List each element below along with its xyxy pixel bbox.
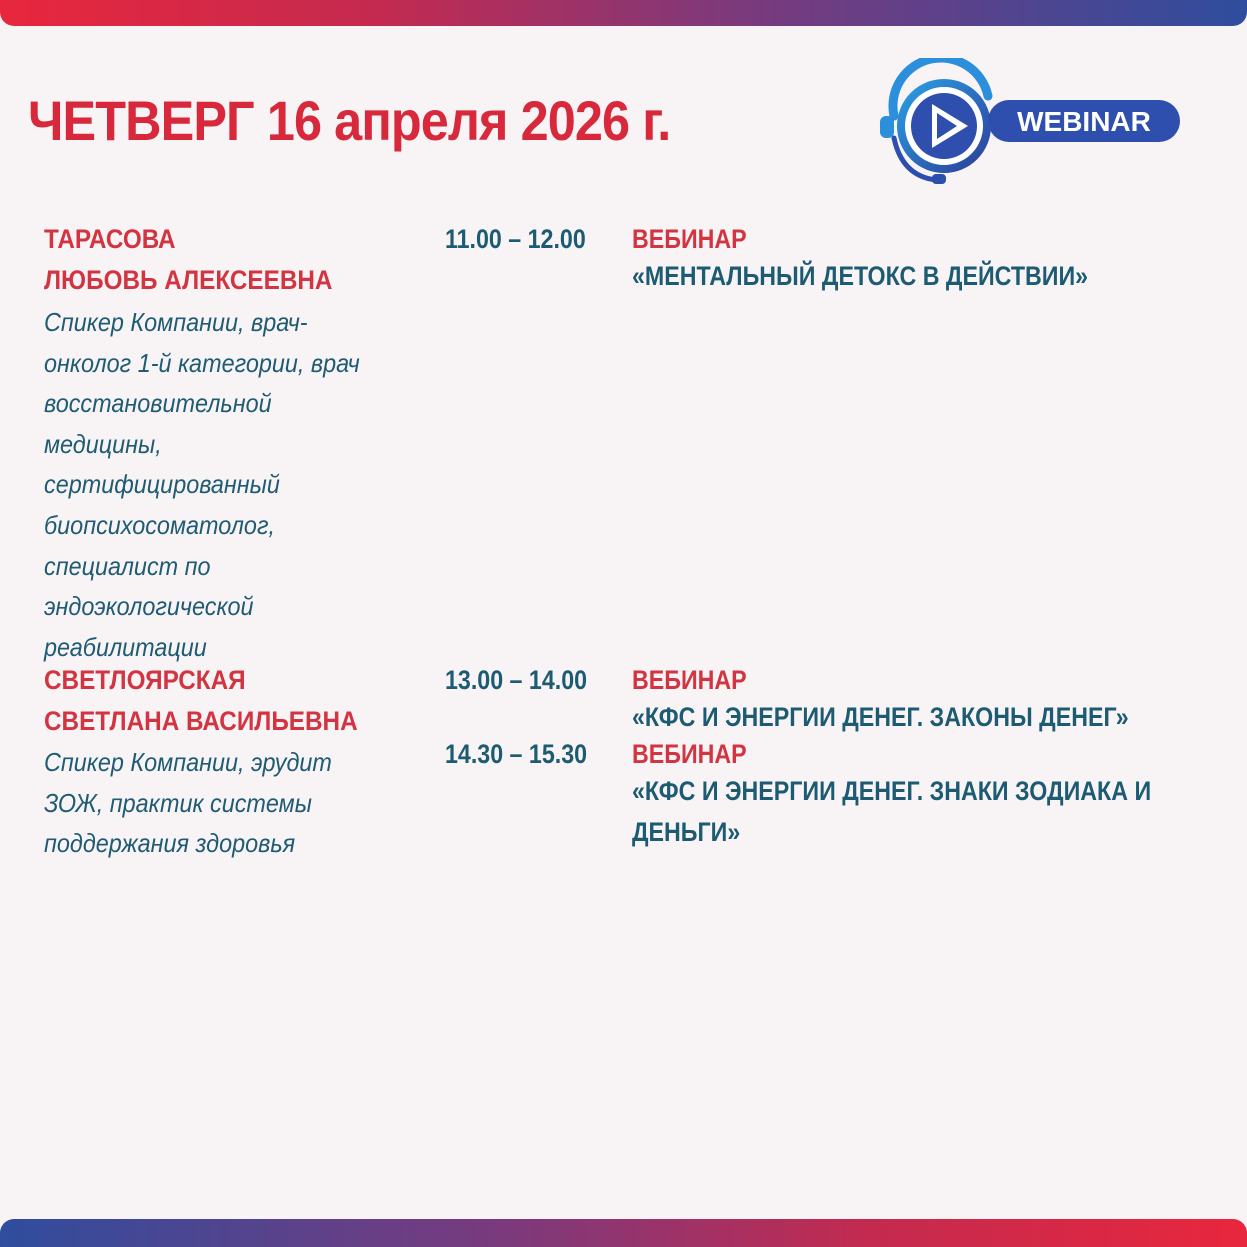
session-type: ВЕБИНАР [632, 665, 747, 695]
session-type: ВЕБИНАР [632, 739, 747, 769]
session-title: «КФС И ЭНЕРГИИ ДЕНЕГ. ЗАКОНЫ ДЕНЕГ» [632, 702, 1129, 732]
desc-line: медицины, [44, 428, 162, 459]
desc-line: восстановительной [44, 388, 272, 419]
speaker-given-name: ЛЮБОВЬ АЛЕКСЕЕВНА [44, 265, 333, 295]
session-time: 14.30 – 15.30 [445, 739, 588, 769]
session-time: 13.00 – 14.00 [445, 665, 588, 695]
desc-line: Спикер Компании, врач- [44, 307, 308, 337]
speaker-description [44, 742, 368, 864]
page-title: ЧЕТВЕРГ 16 апреля 2026 г. [28, 89, 671, 152]
desc-line: специалист по [44, 550, 211, 581]
webinar-logo [876, 58, 1186, 190]
bottom-gradient-bar [0, 1219, 1247, 1247]
logo-text: WEBINAR [1017, 106, 1151, 137]
desc-line: биопсихосоматолог, [44, 509, 275, 540]
desc-line: Спикер Компании, эрудит [44, 747, 332, 777]
desc-line: онколог 1-й категории, врач [44, 347, 360, 378]
session-time: 11.00 – 12.00 [445, 224, 586, 254]
session-title: ДЕНЬГИ» [632, 817, 741, 847]
speaker-surname: СВЕТЛОЯРСКАЯ [44, 665, 246, 695]
speaker-description [44, 302, 368, 667]
desc-line: поддержания здоровья [44, 828, 296, 859]
webinar-play-headset-icon [880, 58, 988, 184]
desc-line: ЗОЖ, практик системы [44, 787, 312, 818]
desc-line: эндоэкологической [44, 591, 254, 622]
session-type: ВЕБИНАР [632, 224, 747, 254]
speaker-given-name: СВЕТЛАНА ВАСИЛЬЕВНА [44, 706, 358, 736]
session-title: «КФС И ЭНЕРГИИ ДЕНЕГ. ЗНАКИ ЗОДИАКА И [632, 776, 1152, 806]
top-gradient-bar [0, 0, 1247, 26]
speaker-surname: ТАРАСОВА [44, 224, 176, 254]
desc-line: реабилитации [44, 631, 207, 662]
session-title: «МЕНТАЛЬНЫЙ ДЕТОКС В ДЕЙСТВИИ» [632, 261, 1089, 291]
desc-line: сертифицированный [44, 469, 280, 500]
